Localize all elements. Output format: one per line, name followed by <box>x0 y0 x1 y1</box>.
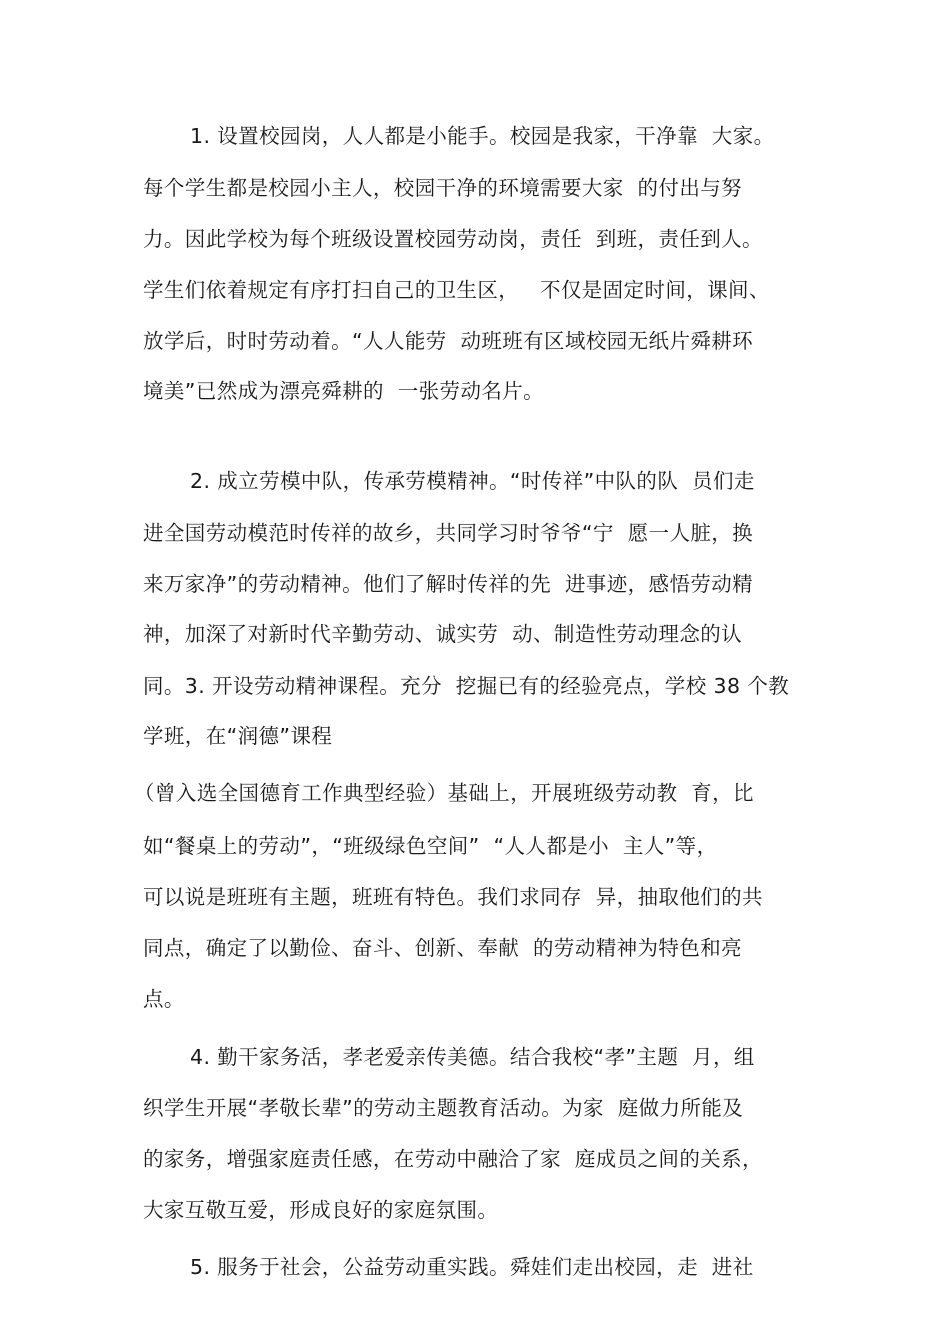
text-line: 境美”已然成为漂亮舜耕的 一张劳动名片。 <box>143 379 545 403</box>
text-line: 进全国劳动模范时传祥的故乡，共同学习时爷爷“宁 愿一人脏，换 <box>143 521 754 545</box>
text-line: 学班，在“润德”课程 <box>143 724 333 748</box>
text-line: 同点，确定了以勤俭、奋斗、创新、奉献 的劳动精神为特色和亮 <box>143 936 743 960</box>
text-line: 点。 <box>143 987 185 1011</box>
text-line: 同。3. 开设劳动精神课程。充分 挖掘已有的经验亮点，学校 38 个教 <box>143 674 790 698</box>
text-line: 每个学生都是校园小主人，校园干净的环境需要大家 的付出与努 <box>143 176 743 200</box>
text-line: 大家互敬互爱，形成良好的家庭氛围。 <box>143 1198 499 1222</box>
text-line: （曾入选全国德育工作典型经验）基础上，开展班级劳动教 育，比 <box>134 781 754 805</box>
text-line: 来万家净”的劳动精神。他们了解时传祥的先 进事迹，感悟劳动精 <box>143 572 754 596</box>
text-line: 5. 服务于社会，公益劳动重实践。舜娃们走出校园，走 进社 <box>190 1255 754 1279</box>
text-line: 2. 成立劳模中队，传承劳模精神。“时传祥”中队的队 员们走 <box>190 469 755 493</box>
text-line: 织学生开展“孝敬长辈”的劳动主题教育活动。为家 庭做力所能及 <box>143 1096 744 1120</box>
text-line: 学生们依着规定有序打扫自己的卫生区， 不仅是固定时间，课间、 <box>143 278 770 302</box>
text-line: 如“餐桌上的劳动”，“班级绿色空间” “人人都是小 主人”等， <box>143 834 718 858</box>
text-line: 4. 勤干家务活，孝老爱亲传美德。结合我校“孝”主题 月，组 <box>190 1045 755 1069</box>
text-line: 放学后，时时劳动着。“人人能劳 动班班有区域校园无纸片舜耕环 <box>143 329 754 353</box>
text-line: 力。因此学校为每个班级设置校园劳动岗，责任 到班，责任到人。 <box>143 227 763 251</box>
text-line: 可以说是班班有主题，班班有特色。我们求同存 异，抽取他们的共 <box>143 885 763 909</box>
text-line: 的家务，增强家庭责任感，在劳动中融洽了家 庭成员之间的关系， <box>143 1147 763 1171</box>
text-line: 神，加深了对新时代辛勤劳动、诚实劳 动、制造性劳动理念的认 <box>143 622 743 646</box>
text-line: 1. 设置校园岗，人人都是小能手。校园是我家，干净靠 大家。 <box>190 124 775 148</box>
